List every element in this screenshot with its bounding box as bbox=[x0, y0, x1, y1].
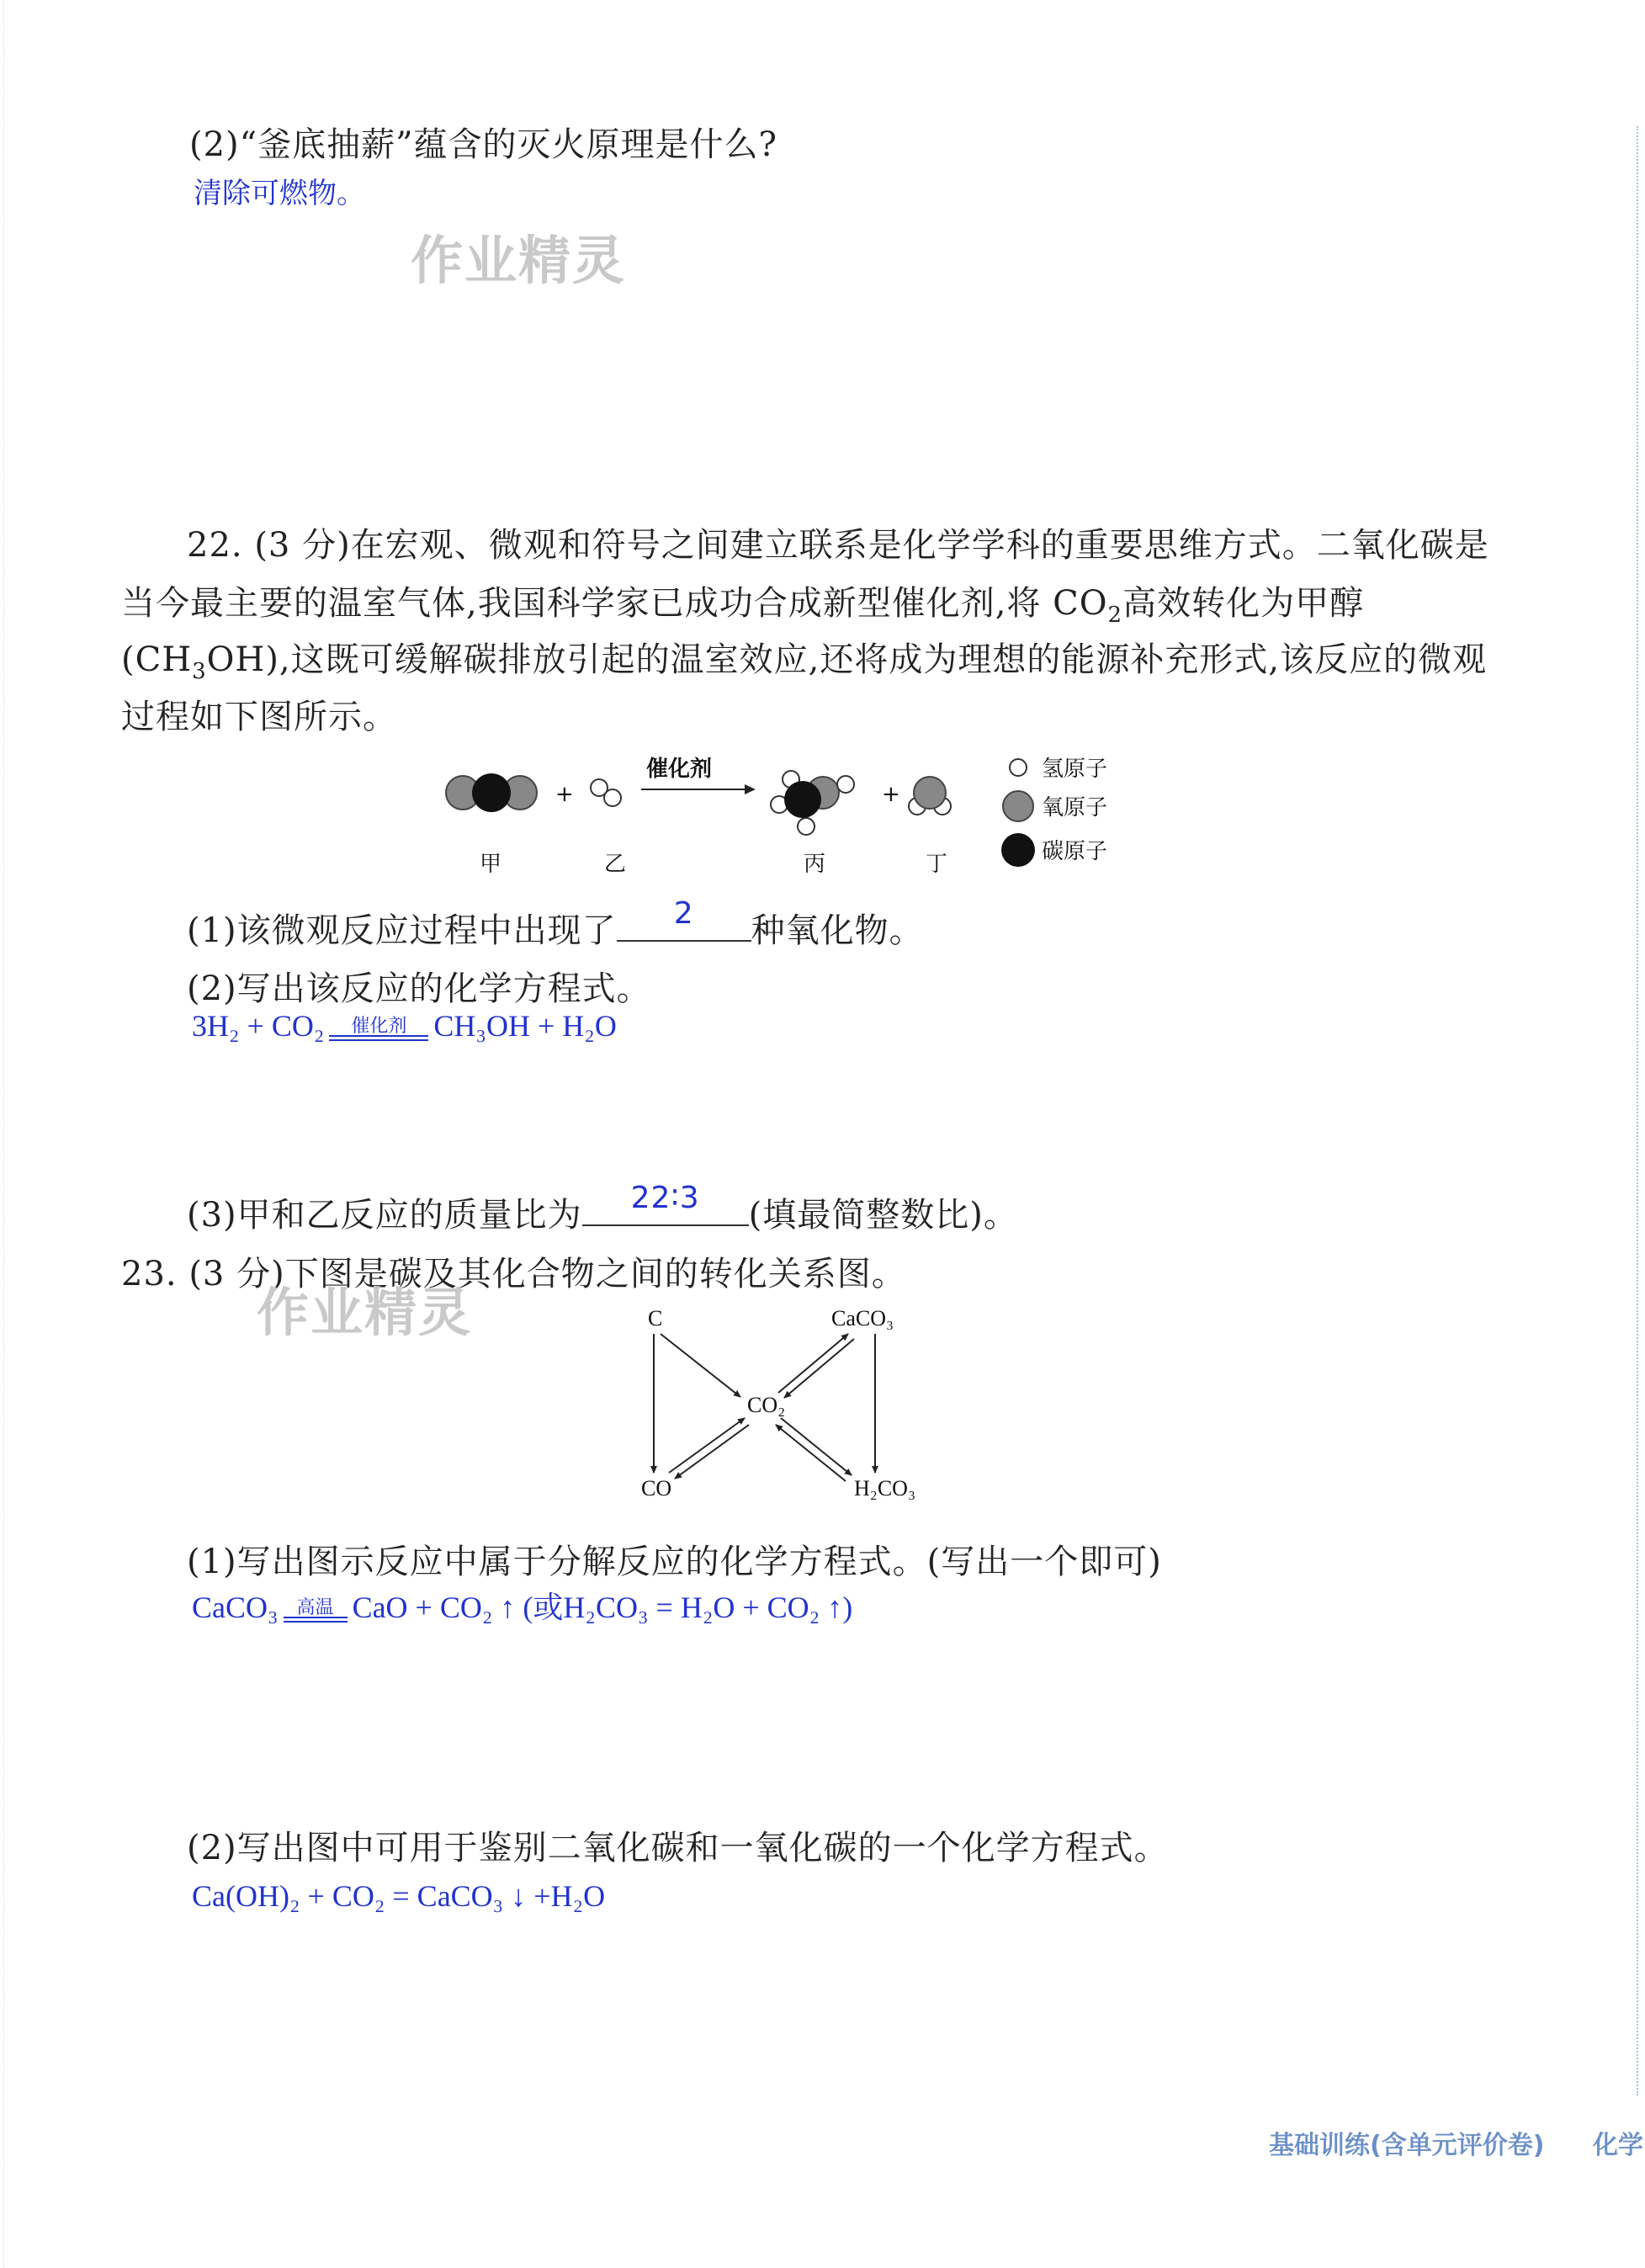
q22-part2-answer: 3H₂ + CO₂ 催化剂 CH₃OH + H₂O bbox=[192, 1009, 617, 1043]
arrow-co2-to-h2co3 bbox=[781, 1418, 852, 1475]
arrow-c-to-co2 bbox=[661, 1334, 740, 1397]
arrow-caco3-to-co2 bbox=[784, 1339, 854, 1398]
legend-carbon: 碳原子 bbox=[1042, 839, 1108, 864]
molecule-jia-co2 bbox=[446, 773, 537, 812]
node-h2co3: H₂CO₃ bbox=[854, 1476, 916, 1500]
node-co2: CO₂ bbox=[747, 1393, 786, 1417]
q23-stem: 23. (3 分)下图是碳及其化合物之间的转化关系图。 bbox=[121, 1255, 906, 1293]
q22-part1-blank: 2 bbox=[617, 906, 751, 942]
node-co: CO bbox=[641, 1476, 672, 1500]
footer-book-title: 基础训练(含单元评价卷) bbox=[1269, 2131, 1545, 2160]
watermark-2: 作业精灵 bbox=[257, 1282, 473, 1343]
legend-hydrogen: 氢原子 bbox=[1042, 757, 1108, 782]
node-caco3: CaCO₃ bbox=[831, 1306, 894, 1331]
node-c: C bbox=[648, 1306, 663, 1331]
q22-stem-line2: 当今最主要的温室气体,我国科学家已成功合成新型催化剂,将 $CO_2$高效转化为甲醇 bbox=[121, 584, 1365, 628]
plus-sign-2: + bbox=[882, 782, 900, 807]
q22-part3-blank: 22∶3 bbox=[582, 1191, 749, 1226]
q23-part1-question: (1)写出图示反应中属于分解反应的化学方程式。(写出一个即可) bbox=[187, 1543, 1162, 1581]
label-jia: 甲 bbox=[480, 852, 502, 877]
q21-part2-question: (2)“釜底抽薪”蕴含的灭火原理是什么? bbox=[189, 125, 778, 164]
q22-part2-question: (2)写出该反应的化学方程式。 bbox=[187, 969, 651, 1008]
label-yi: 乙 bbox=[604, 852, 627, 877]
arrow-head bbox=[745, 784, 756, 794]
q23-part2-answer: Ca(OH)₂ + CO₂ = CaCO₃ ↓ +H₂O bbox=[192, 1879, 606, 1913]
legend-oxygen-icon bbox=[1003, 791, 1033, 821]
q22-part3: (3)甲和乙反应的质量比为 22∶3 (填最简整数比)。 bbox=[187, 1181, 1018, 1235]
carbon-conversion-diagram bbox=[623, 1300, 959, 1511]
legend-oxygen: 氧原子 bbox=[1042, 795, 1108, 821]
plus-sign-1: + bbox=[555, 782, 574, 807]
q23-part2-question: (2)写出图中可用于鉴别二氧化碳和一氧化碳的一个化学方程式。 bbox=[187, 1829, 1169, 1867]
arrow-h2co3-to-co2 bbox=[776, 1425, 846, 1481]
label-bing: 丙 bbox=[804, 852, 826, 877]
diagram-legend bbox=[1001, 757, 1107, 867]
q21-part2-answer: 清除可燃物。 bbox=[194, 177, 365, 210]
arrow-co2-to-caco3 bbox=[778, 1334, 848, 1393]
q23-part1-answer: CaCO₃ 高温 CaO + CO₂ ↑ (或H₂CO₃ = H₂O + CO₂ ↑) bbox=[192, 1591, 853, 1624]
legend-hydrogen-icon bbox=[1010, 759, 1027, 776]
legend-carbon-icon bbox=[1001, 833, 1035, 867]
q22-part1: (1)该微观反应过程中出现了 2 种氧化物。 bbox=[187, 896, 924, 950]
q22-stem-line1: 22. (3 分)在宏观、微观和符号之间建立联系是化学学科的重要思维方式。二氧化碳是 bbox=[187, 526, 1489, 565]
arrow-co2-to-co bbox=[675, 1425, 749, 1479]
molecule-ding-h2o bbox=[909, 777, 951, 815]
molecule-bing-ch3oh bbox=[771, 771, 854, 835]
label-ding: 丁 bbox=[926, 852, 948, 877]
footer-subject: 化学 bbox=[1593, 2131, 1643, 2160]
page-edge-left bbox=[3, 0, 4, 2268]
reaction-microscopic-diagram bbox=[421, 741, 1161, 892]
catalyst-label: 催化剂 bbox=[646, 757, 713, 782]
q22-stem-line3: $(CH_3OH)$,这既可缓解碳排放引起的温室效应,还将成为理想的能源补充形式,该反应的微观 bbox=[121, 640, 1488, 684]
watermark: 作业精灵 bbox=[411, 230, 627, 291]
page-edge-right bbox=[1637, 126, 1638, 2095]
molecule-yi-h2 bbox=[591, 779, 621, 806]
arrow-co-to-co2 bbox=[669, 1418, 745, 1473]
q22-stem-line4: 过程如下图所示。 bbox=[121, 698, 397, 736]
